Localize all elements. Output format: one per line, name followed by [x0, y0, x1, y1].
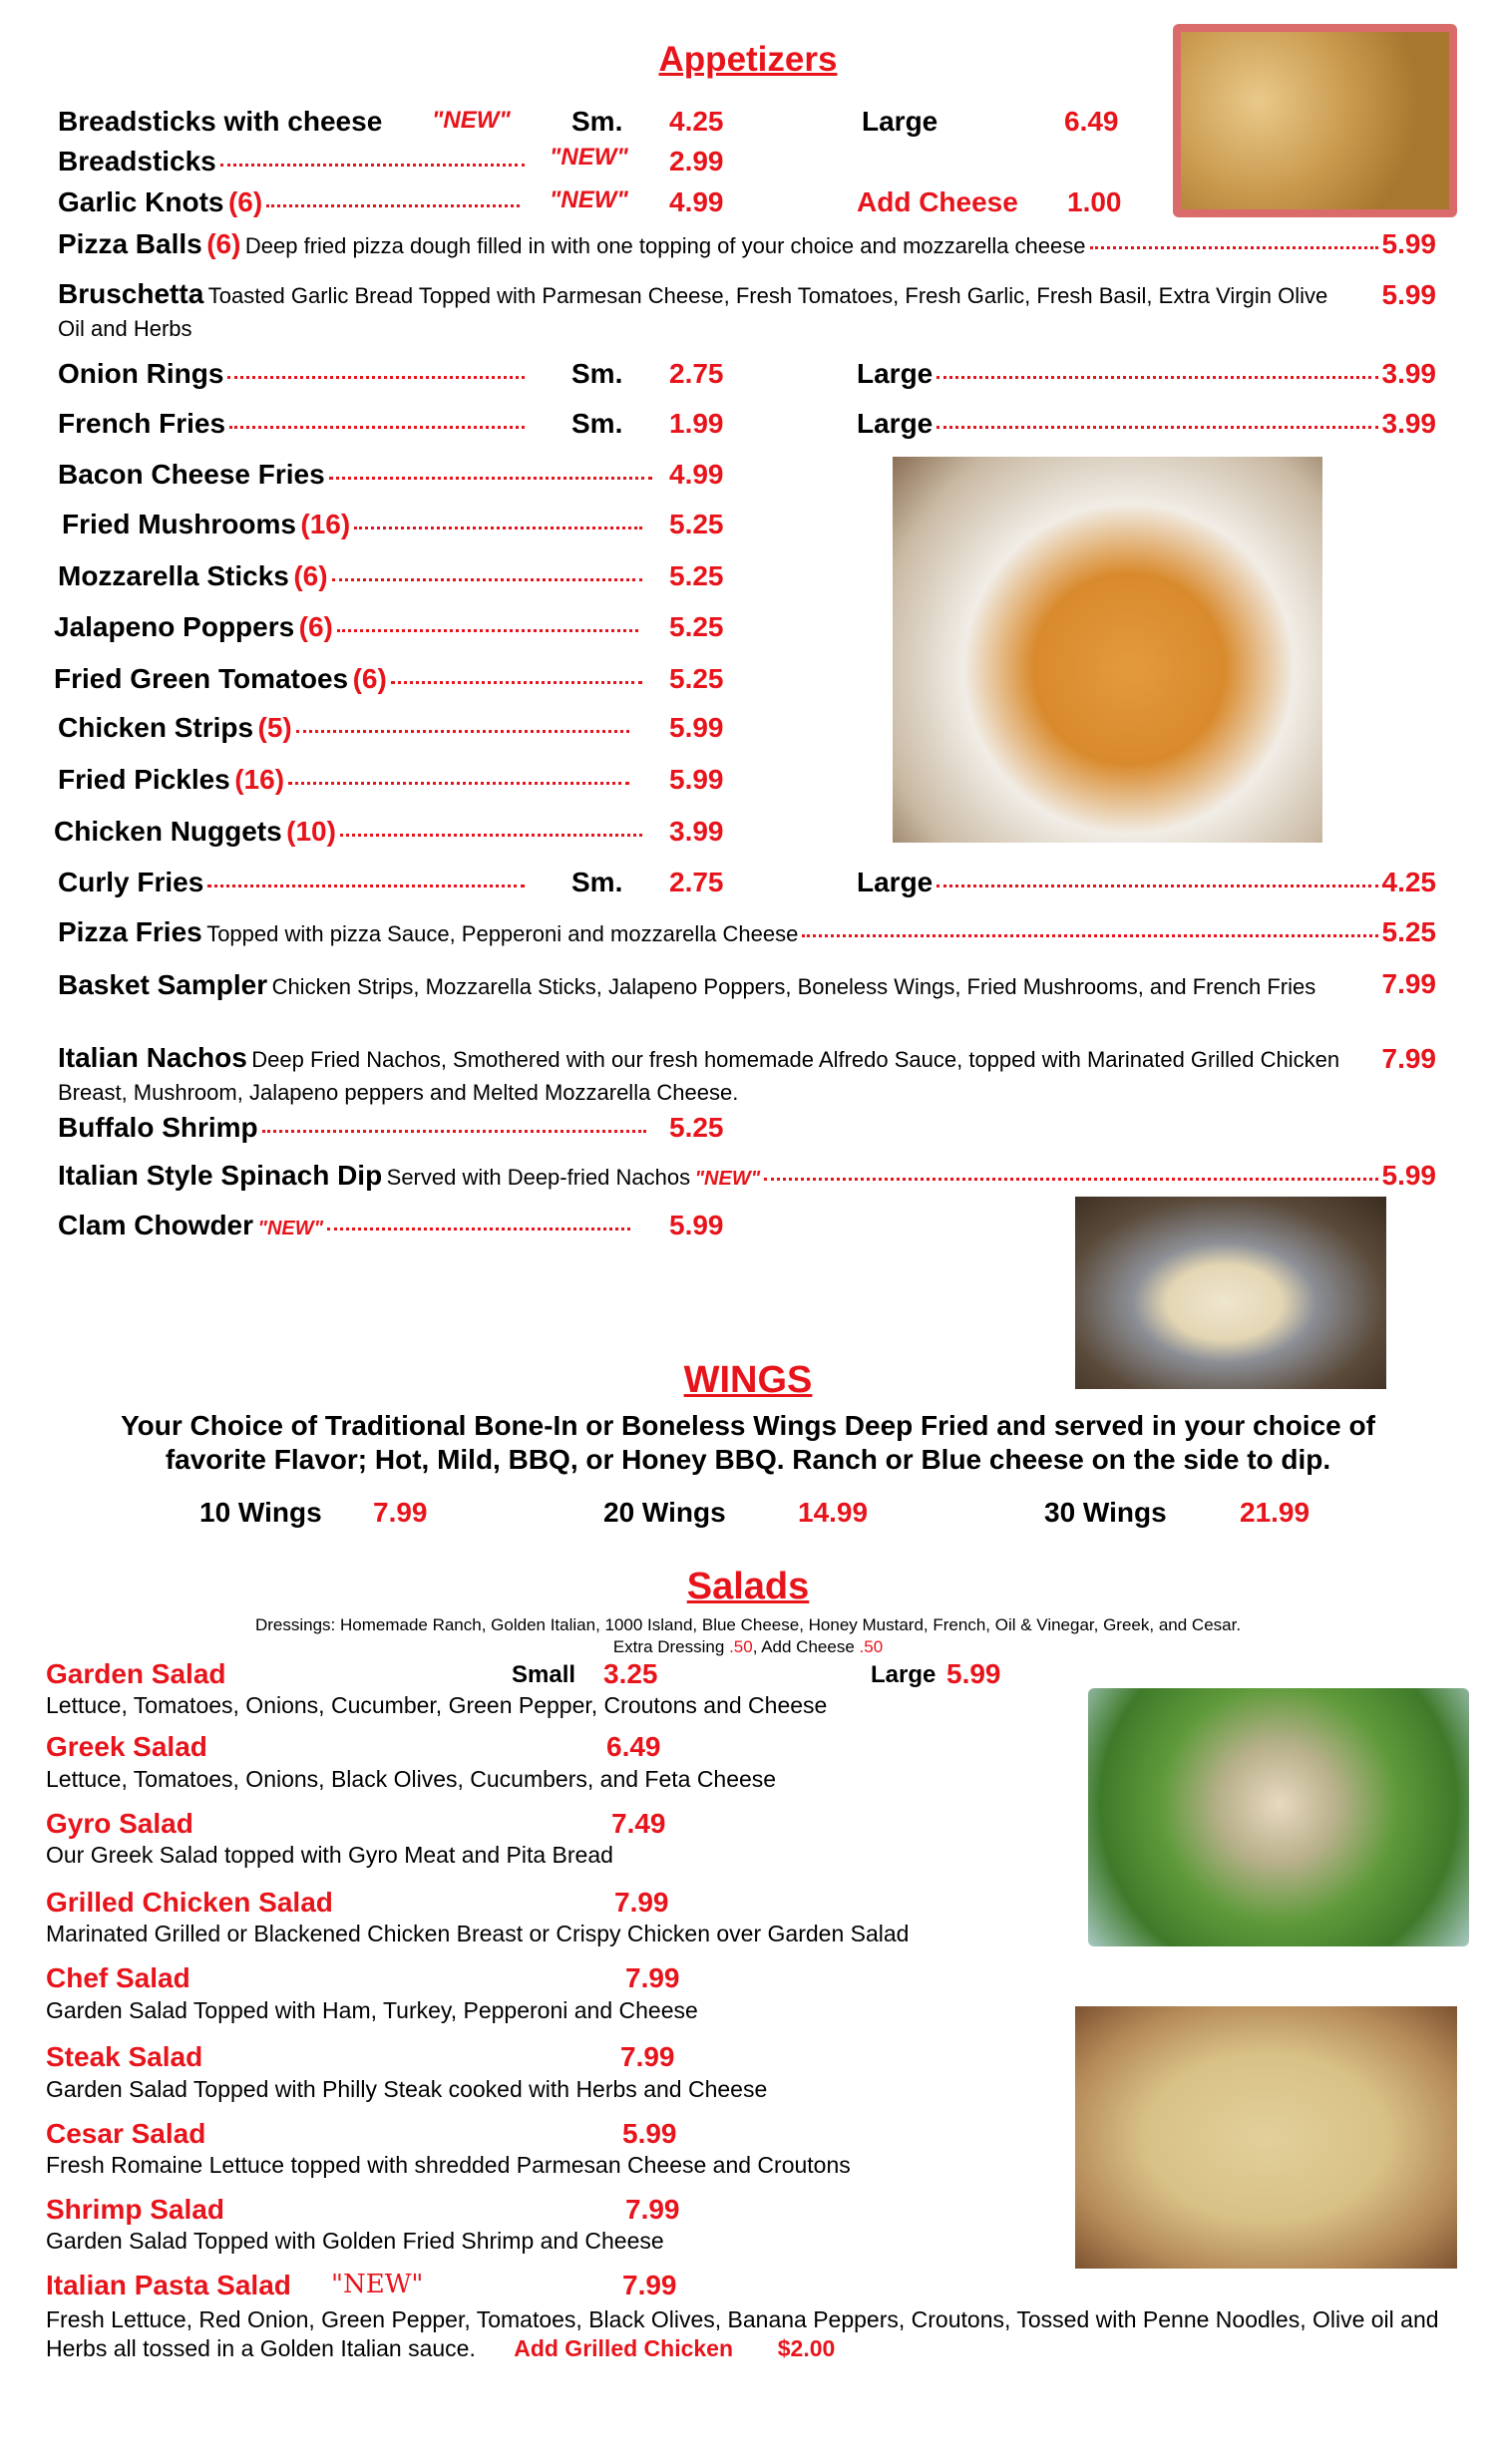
salad-desc: Garden Salad Topped with Philly Steak cooked with Herbs and Cheese [46, 2076, 768, 2102]
item-chicken-nuggets [54, 816, 646, 852]
wings-title: WINGS [683, 1359, 813, 1401]
wings-option-price: 7.99 [373, 1497, 428, 1528]
dot-leader [337, 629, 638, 632]
item-name: French Fries [58, 408, 226, 439]
add-cheese-price: .50 [859, 1637, 884, 1656]
price: 1.00 [1067, 186, 1122, 217]
new-badge: "NEW" [432, 107, 511, 134]
item-breadsticks [58, 146, 529, 181]
garlic-knots-photo [1173, 24, 1457, 217]
dot-leader [227, 376, 525, 379]
item-desc: Deep Fried Nachos, Smothered with our fresh homemade Alfredo Sauce, topped with Marinated Grilled Chicken Breast, Mushroom, Jalapeno peppers and Melted Mozzarella Cheese. [58, 1047, 1340, 1105]
price: 5.99 [622, 2118, 677, 2149]
small-label: Sm. [571, 106, 623, 137]
item-fried-mushrooms [62, 509, 646, 544]
price: 5.99 [669, 1210, 724, 1240]
item-count: (6) [227, 186, 263, 217]
item-name: Clam Chowder [58, 1210, 254, 1240]
item-name: Fried Mushrooms [62, 509, 296, 539]
appetizers-title: Appetizers [658, 40, 838, 79]
salad-desc: Fresh Romaine Lettuce topped with shredded Parmesan Cheese and Croutons [46, 2152, 851, 2178]
item-french-fries [58, 408, 529, 444]
dot-leader [266, 204, 520, 207]
item-name: Buffalo Shrimp [58, 1112, 258, 1143]
item-name: Onion Rings [58, 358, 224, 389]
salad-name: Grilled Chicken Salad [46, 1887, 333, 1918]
salad-desc: Lettuce, Tomatoes, Onions, Cucumber, Green Pepper, Croutons and Cheese [46, 1692, 828, 1718]
price: 4.25 [669, 106, 724, 137]
dot-leader [332, 578, 642, 581]
item-breadsticks-cheese: Breadsticks with cheese [58, 106, 383, 137]
item-name: Curly Fries [58, 867, 204, 897]
item-name: Italian Nachos [58, 1042, 247, 1073]
new-badge: "NEW" [331, 2270, 424, 2299]
salad-name: Garden Salad [46, 1658, 226, 1689]
price: 7.99 [1381, 968, 1436, 999]
item-name: Mozzarella Sticks [58, 560, 289, 591]
item-clam-chowder [58, 1210, 634, 1245]
price: 5.25 [669, 663, 724, 694]
price: 7.99 [622, 2270, 677, 2300]
large-onion-rings [857, 358, 1436, 394]
item-italian-nachos [58, 1043, 1344, 1111]
large-label: Large [857, 867, 934, 897]
price: 5.99 [669, 712, 724, 743]
dot-leader [764, 1178, 1377, 1181]
price: 4.99 [669, 186, 724, 217]
salad-desc: Garden Salad Topped with Golden Fried Shrimp and Cheese [46, 2228, 664, 2254]
price: 5.25 [669, 611, 724, 642]
price: 3.99 [1381, 408, 1436, 439]
item-curly-fries [58, 867, 529, 902]
item-name: Italian Style Spinach Dip [58, 1160, 383, 1191]
item-basket-sampler [58, 968, 1344, 1007]
item-bruschetta [58, 279, 1354, 347]
salad-desc: Our Greek Salad topped with Gyro Meat and Pita Bread [46, 1842, 613, 1868]
salads-title: Salads [686, 1566, 810, 1607]
pasta-salad-photo [1075, 2006, 1457, 2269]
price: 7.99 [620, 2041, 675, 2072]
price: 5.99 [669, 764, 724, 795]
item-name: Pizza Fries [58, 916, 202, 947]
wings-option-label: 10 Wings [199, 1497, 322, 1528]
extras-line [0, 1637, 1496, 1657]
add-cheese-label: Add Cheese [857, 186, 1018, 217]
item-name: Bruschetta [58, 278, 204, 309]
item-name: Chicken Nuggets [54, 816, 282, 847]
item-desc: Topped with pizza Sauce, Pepperoni and mozzarella Cheese [206, 921, 799, 946]
large-label: Large [857, 358, 934, 389]
small-label: Sm. [571, 867, 623, 897]
salad-name: Greek Salad [46, 1731, 207, 1762]
wings-option-label: 20 Wings [603, 1497, 726, 1528]
price: 5.25 [669, 1112, 724, 1143]
wings-option-price: 21.99 [1240, 1497, 1310, 1528]
item-count: (16) [234, 764, 285, 795]
item-desc: Chicken Strips, Mozzarella Sticks, Jalapeno Poppers, Boneless Wings, Fried Mushrooms, and French Fries [271, 974, 1316, 999]
item-count: (6) [352, 663, 387, 694]
new-badge: "NEW" [694, 1168, 761, 1190]
price: 2.75 [669, 867, 724, 897]
item-count: (10) [286, 816, 336, 847]
small-label: Sm. [571, 358, 623, 389]
salad-desc: Garden Salad Topped with Ham, Turkey, Pepperoni and Cheese [46, 1997, 698, 2023]
price: 7.99 [625, 1962, 680, 1993]
price: 2.75 [669, 358, 724, 389]
item-pizza-fries [58, 916, 1436, 952]
item-count: (6) [293, 560, 328, 591]
price: 7.99 [614, 1887, 669, 1918]
salad-name: Steak Salad [46, 2041, 203, 2072]
item-count: (5) [257, 712, 292, 743]
item-pizza-balls [58, 228, 1436, 264]
item-name: Bacon Cheese Fries [58, 459, 325, 490]
item-mozzarella-sticks [58, 560, 646, 596]
salad-name: Italian Pasta Salad [46, 2270, 291, 2300]
price: 6.49 [1064, 106, 1119, 137]
salad-name: Gyro Salad [46, 1808, 193, 1839]
small-label: Sm. [571, 408, 623, 439]
dot-leader [391, 681, 642, 684]
new-badge: "NEW" [550, 186, 628, 213]
dot-leader [288, 782, 629, 785]
large-label: Large [857, 408, 934, 439]
salad-desc [46, 2305, 1462, 2363]
item-name: Fried Pickles [58, 764, 230, 795]
price: 7.99 [1381, 1043, 1436, 1074]
item-name: Chicken Strips [58, 712, 254, 743]
price: 5.25 [669, 560, 724, 591]
salad-desc-text: Fresh Lettuce, Red Onion, Green Pepper, Tomatoes, Black Olives, Banana Peppers, Croutons, Tossed with Penne Noodles, Olive oil and Herbs all tossed in a Golden Italian sauce. [46, 2306, 1439, 2361]
item-name: Breadsticks [58, 146, 216, 176]
price: 4.25 [1381, 867, 1436, 897]
add-grilled-chicken-label: Add Grilled Chicken [514, 2335, 734, 2361]
price: 3.25 [603, 1658, 658, 1689]
price: 5.99 [946, 1658, 1001, 1689]
item-desc: Toasted Garlic Bread Topped with Parmesan Cheese, Fresh Tomatoes, Fresh Garlic, Fresh Basil, Extra Virgin Olive Oil and Herbs [58, 283, 1328, 341]
salad-desc: Marinated Grilled or Blackened Chicken Breast or Crispy Chicken over Garden Salad [46, 1921, 910, 1946]
extra-dressing-price: .50 [729, 1637, 753, 1656]
chicken-salad-photo [1088, 1688, 1469, 1946]
item-spinach-dip [58, 1160, 1436, 1196]
large-curly-fries [857, 867, 1436, 902]
salad-desc: Lettuce, Tomatoes, Onions, Black Olives, Cucumbers, and Feta Cheese [46, 1766, 777, 1792]
price: 6.49 [606, 1731, 661, 1762]
item-count: (6) [206, 228, 241, 259]
price: 3.99 [669, 816, 724, 847]
dot-leader [229, 426, 525, 429]
price: 5.99 [1381, 279, 1436, 310]
dot-leader [329, 477, 652, 480]
item-desc: Served with Deep-fried Nachos [386, 1165, 691, 1190]
price: 3.99 [1381, 358, 1436, 389]
dot-leader [296, 730, 629, 733]
dot-leader [1090, 246, 1378, 249]
new-badge: "NEW" [550, 144, 628, 171]
price: 7.99 [625, 2194, 680, 2225]
add-cheese-label: , Add Cheese [752, 1637, 855, 1656]
item-name: Garlic Knots [58, 186, 224, 217]
dressings-list: Dressings: Homemade Ranch, Golden Italian, 1000 Island, Blue Cheese, Honey Mustard, French, Oil & Vinegar, Greek, and Cesar. [254, 1615, 1242, 1634]
salad-name: Shrimp Salad [46, 2194, 224, 2225]
dot-leader [936, 884, 1377, 887]
extra-dressing-label: Extra Dressing [612, 1637, 725, 1656]
dot-leader [354, 527, 642, 529]
price: 5.25 [1381, 916, 1436, 947]
dot-leader [327, 1228, 630, 1231]
price: 5.25 [669, 509, 724, 539]
item-garlic-knots [58, 186, 524, 222]
wings-option-label: 30 Wings [1044, 1497, 1167, 1528]
dot-leader [262, 1130, 646, 1133]
small-label: Small [512, 1661, 576, 1688]
new-badge: "NEW" [257, 1218, 324, 1239]
wings-option-price: 14.99 [798, 1497, 869, 1528]
item-buffalo-shrimp [58, 1112, 650, 1148]
dot-leader [802, 934, 1377, 937]
price: 7.49 [611, 1808, 666, 1839]
item-chicken-strips [58, 712, 633, 748]
price: 2.99 [669, 146, 724, 176]
dot-leader [936, 376, 1377, 379]
item-bacon-cheese-fries [58, 459, 656, 495]
salad-name: Chef Salad [46, 1962, 190, 1993]
wings-description: Your Choice of Traditional Bone-In or Boneless Wings Deep Fried and served in your choice of favorite Flavor; Hot, Mild, BBQ, or Honey BBQ. Ranch or Blue cheese on the side to dip. [121, 1410, 1375, 1475]
add-grilled-chicken-price: $2.00 [777, 2335, 836, 2361]
dot-leader [340, 834, 642, 837]
item-name: Basket Sampler [58, 969, 268, 1000]
price: 4.99 [669, 459, 724, 490]
item-count: (16) [300, 509, 351, 539]
dot-leader [220, 164, 525, 167]
salad-name: Cesar Salad [46, 2118, 206, 2149]
large-french-fries [857, 408, 1436, 444]
large-label: Large [862, 106, 938, 137]
item-fried-pickles [58, 764, 633, 800]
item-jalapeno-poppers [54, 611, 642, 647]
price: 1.99 [669, 408, 724, 439]
price: 5.99 [1381, 1160, 1436, 1191]
item-name: Pizza Balls [58, 228, 202, 259]
dot-leader [936, 426, 1377, 429]
item-name: Jalapeno Poppers [54, 611, 295, 642]
item-count: (6) [298, 611, 333, 642]
item-desc: Deep fried pizza dough filled in with one topping of your choice and mozzarella cheese [244, 233, 1086, 258]
item-name: Fried Green Tomatoes [54, 663, 349, 694]
large-label: Large [871, 1661, 936, 1688]
dot-leader [207, 884, 525, 887]
pizza-balls-photo [893, 457, 1322, 843]
price: 5.99 [1381, 228, 1436, 259]
item-onion-rings [58, 358, 529, 394]
item-fried-green-tomatoes [54, 663, 646, 699]
